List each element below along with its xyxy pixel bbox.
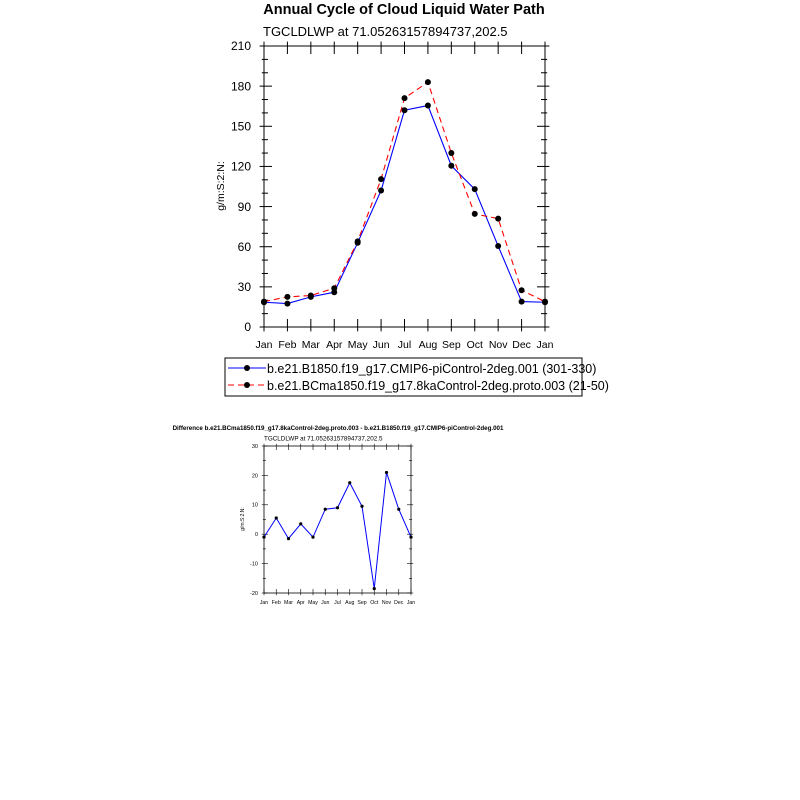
main-series-1-point xyxy=(425,103,431,109)
main-x-tick-label: Nov xyxy=(488,339,508,351)
diff-y-tick-label: 10 xyxy=(251,502,258,509)
diff-x-tick-label: May xyxy=(308,600,318,606)
main-chart-y-axis-label: g/m:S:2:N: xyxy=(215,161,227,211)
main-chart-legend xyxy=(225,358,609,396)
difference-chart-title: Difference b.e21.BCma1850.f19_g17.8kaControl-2deg.proto.003 - b.e21.B1850.f19_g17.CMIP6-piControl-2deg.001 xyxy=(172,425,504,432)
main-y-tick-label: 120 xyxy=(230,159,251,174)
main-series-2-point xyxy=(519,287,525,293)
main-x-tick-label: Jan xyxy=(255,339,273,351)
diff-series-1-point xyxy=(324,508,327,511)
diff-x-tick-label: Apr xyxy=(296,600,305,606)
main-series-1-point xyxy=(378,188,384,194)
main-x-tick-label: Sep xyxy=(441,339,461,351)
main-series-2-point xyxy=(402,95,408,101)
diff-x-tick-label: Jun xyxy=(321,600,330,606)
difference-plot-area xyxy=(250,444,415,606)
main-series-2-point xyxy=(331,285,337,291)
diff-series-1-point xyxy=(311,536,314,539)
diff-series-1-line xyxy=(264,472,411,588)
main-series-2-point xyxy=(425,79,431,85)
diff-x-tick-label: Mar xyxy=(284,600,293,606)
main-series-2-point xyxy=(261,299,267,305)
diff-x-tick-label: Oct xyxy=(370,600,379,606)
diff-y-tick-label: 30 xyxy=(251,443,258,450)
legend-series-1-marker xyxy=(244,365,250,371)
main-series-2-point xyxy=(284,294,290,300)
main-y-tick-label: 30 xyxy=(237,280,251,295)
diff-x-tick-label: Jul xyxy=(334,600,341,606)
main-plot-frame xyxy=(264,46,545,327)
main-series-2-point xyxy=(378,176,384,182)
main-y-tick-label: 60 xyxy=(237,239,251,254)
main-x-tick-label: Feb xyxy=(278,339,297,351)
diff-x-tick-label: Dec xyxy=(394,600,404,606)
diff-series-1-point xyxy=(275,516,278,519)
main-x-tick-label: May xyxy=(347,339,368,351)
diff-y-tick-label: -20 xyxy=(250,590,258,597)
diff-series-1-point xyxy=(397,508,400,511)
main-x-tick-label: Dec xyxy=(512,339,531,351)
difference-chart-subtitle: TGCLDLWP at 71.05263157894737,202.5 xyxy=(264,435,383,443)
diff-y-tick-label: -10 xyxy=(250,561,258,568)
diff-x-tick-label: Feb xyxy=(271,600,281,606)
main-y-tick-label: 0 xyxy=(244,320,251,335)
diff-series-1-point xyxy=(299,522,302,525)
diff-y-tick-label: 20 xyxy=(251,473,258,480)
main-series-2-point xyxy=(448,150,454,156)
legend-series-1-label: b.e21.B1850.f19_g17.CMIP6-piControl-2deg.001 (301-330) xyxy=(267,362,597,376)
main-x-tick-label: Oct xyxy=(466,339,483,351)
main-chart-subtitle: TGCLDLWP at 71.05263157894737,202.5 xyxy=(263,24,508,39)
main-x-tick-label: Jul xyxy=(397,339,412,351)
difference-chart-y-axis-label: g/m:S:2:N: xyxy=(240,507,246,531)
diff-x-tick-label: Jan xyxy=(259,600,269,606)
main-series-2-point xyxy=(542,299,548,305)
main-series-2-line xyxy=(264,82,545,301)
legend-series-2-label: b.e21.BCma1850.f19_g17.8kaControl-2deg.proto.003 (21-50) xyxy=(267,379,609,393)
diff-x-tick-label: Jan xyxy=(406,600,416,606)
main-series-1-point xyxy=(495,243,501,249)
diff-y-tick-label: 0 xyxy=(254,532,258,539)
main-y-tick-label: 90 xyxy=(237,199,251,214)
main-chart-title: Annual Cycle of Cloud Liquid Water Path xyxy=(263,2,545,18)
diff-series-1-point xyxy=(262,536,265,539)
main-series-2-point xyxy=(472,211,478,217)
diff-series-1-point xyxy=(385,471,388,474)
diff-x-tick-label: Nov xyxy=(381,600,392,606)
main-series-2-point xyxy=(495,216,501,222)
diff-series-1-point xyxy=(348,481,351,484)
main-x-tick-label: Mar xyxy=(301,339,320,351)
main-y-tick-label: 210 xyxy=(230,39,251,54)
main-y-tick-label: 180 xyxy=(230,79,251,94)
main-series-1-point xyxy=(402,107,408,113)
main-series-1-point xyxy=(448,163,454,169)
diff-series-1-point xyxy=(409,536,412,539)
diff-x-tick-label: Sep xyxy=(357,600,367,606)
main-series-1-line xyxy=(264,106,545,304)
main-x-tick-label: Jun xyxy=(372,339,390,351)
main-series-1-point xyxy=(519,299,525,305)
diff-series-1-point xyxy=(336,506,339,509)
diff-plot-frame xyxy=(264,446,411,593)
diff-series-1-point xyxy=(287,537,290,540)
diff-series-1-point xyxy=(373,587,376,590)
main-series-2-point xyxy=(308,293,314,299)
main-x-tick-label: Aug xyxy=(418,339,438,351)
main-series-2-point xyxy=(355,238,361,244)
main-series-1-point xyxy=(284,301,290,307)
main-series-1-point xyxy=(472,186,478,192)
main-y-tick-label: 150 xyxy=(230,119,251,134)
legend-series-2-marker xyxy=(244,382,250,388)
main-x-tick-label: Apr xyxy=(326,339,343,351)
main-x-tick-label: Jan xyxy=(536,339,554,351)
diff-series-1-point xyxy=(360,505,363,508)
diff-x-tick-label: Aug xyxy=(345,600,355,606)
main-plot-area xyxy=(231,39,554,351)
